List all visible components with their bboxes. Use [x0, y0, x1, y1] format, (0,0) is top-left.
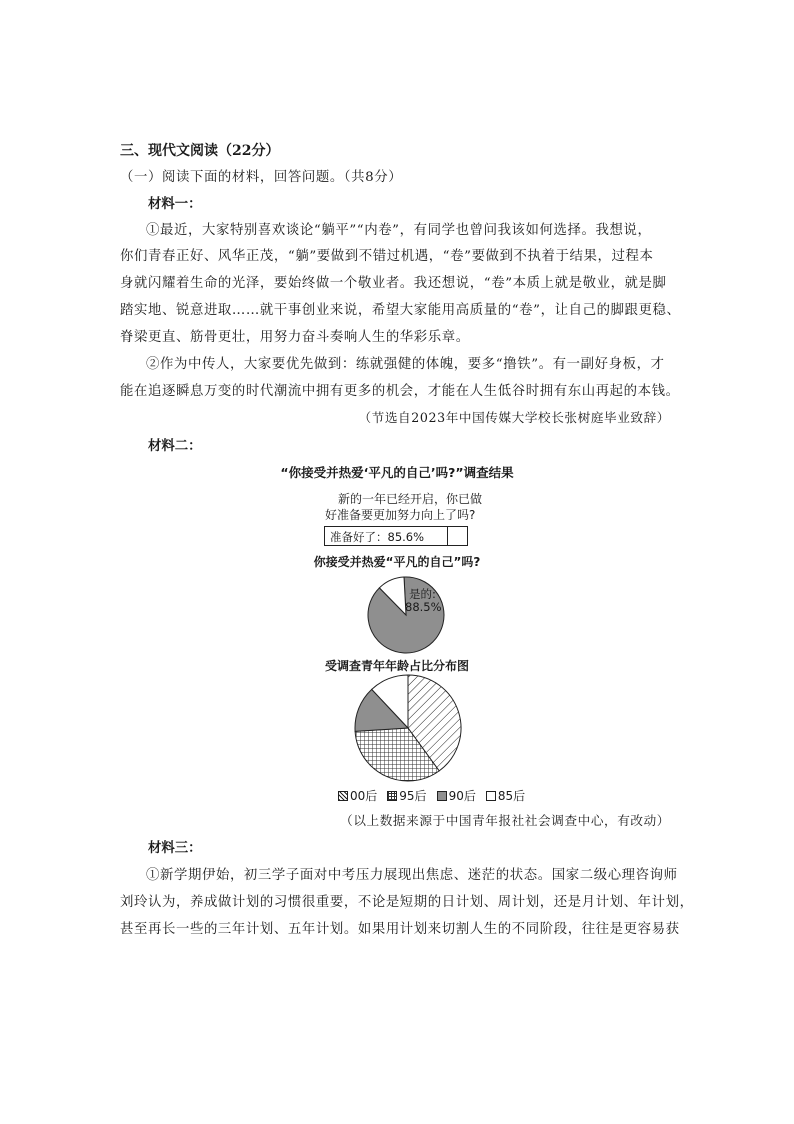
age-legend [338, 787, 525, 804]
legend-swatch-grid [387, 791, 397, 801]
m1-line: ①最近，大家特别喜欢谈论“躺平”“内卷”，有同学也曾问我该如何选择。我想说， [146, 223, 652, 238]
m3-line: 刘玲认为，养成做计划的习惯很重要，不论是短期的日计划、周计划，还是月计划、年计划， [120, 895, 694, 910]
material-3-title: 材料三： [148, 840, 202, 856]
section-subheading: （一）阅读下面的材料，回答问题。（共8分） [120, 170, 403, 185]
legend-item [387, 787, 426, 804]
m3-line: ①新学期伊始，初三学子面对中考压力展现出焦虑、迷茫的状态。国家二级心理咨询师 [146, 868, 678, 883]
age-pie [351, 671, 465, 785]
legend-swatch-diagonal [338, 791, 348, 801]
legend-item [486, 787, 525, 804]
m1-source: （节选自2023年中国传媒大学校长张树庭毕业致辞） [358, 410, 670, 425]
legend-item [338, 787, 377, 804]
m1-line: 踏实地、锐意进取……就干事创业来说，希望大家能用高质量的“卷”，让自己的脚跟更稳、 [120, 303, 681, 318]
q2-title: 你接受并热爱“平凡的自己”吗? [313, 555, 481, 569]
yes-label: 是的: [409, 587, 436, 601]
legend-label: 90后 [448, 789, 476, 803]
m1-line: 能在追逐瞬息万变的时代潮流中拥有更多的机会，才能在人生低谷时拥有东山再起的本钱。 [120, 384, 680, 399]
legend-label: 85后 [497, 789, 526, 803]
m1-line: 脊梁更直、筋骨更壮，用努力奋斗奏响人生的华彩乐章。 [120, 330, 470, 345]
q3-title: 受调查青年年龄占比分布图 [324, 659, 469, 673]
section-heading: 三、现代文阅读（22分） [120, 143, 280, 159]
m1-line: 你们青春正好、风华正茂，“躺”要做到不错过机遇，“卷”要做到不执着于结果，过程本 [120, 249, 654, 264]
legend-item [437, 787, 476, 804]
m1-line: 身就闪耀着生命的光泽，要始终做一个敬业者。我还想说，“卷”本质上就是敬业，就是脚 [120, 276, 667, 291]
q1-line2: 好准备要更加努力向上了吗? [325, 508, 476, 522]
chart-title: “你接受并热爱‘平凡的自己’吗?”调查结果 [280, 465, 514, 480]
legend-label: 95后 [399, 789, 427, 803]
q1-line1: 新的一年已经开启，你已做 [338, 492, 483, 506]
legend-label: 00后 [350, 789, 378, 803]
legend-swatch-white [486, 791, 496, 801]
m1-line: ②作为中传人，大家要优先做到：练就强健的体魄，要多“撸铁”。有一副好身板，才 [146, 357, 665, 372]
m3-line: 甚至再长一些的三年计划、五年计划。如果用计划来切割人生的不同阶段，往往是更容易获 [120, 922, 680, 937]
material-2-title: 材料二： [148, 438, 202, 454]
m2-source: （以上数据来源于中国青年报社社会调查中心，有改动） [340, 813, 670, 828]
ready-label: 准备好了：85.6% [330, 530, 425, 544]
yes-value: 88.5% [405, 600, 442, 614]
legend-swatch-gray [437, 791, 447, 801]
material-1-title: 材料一： [148, 196, 202, 212]
